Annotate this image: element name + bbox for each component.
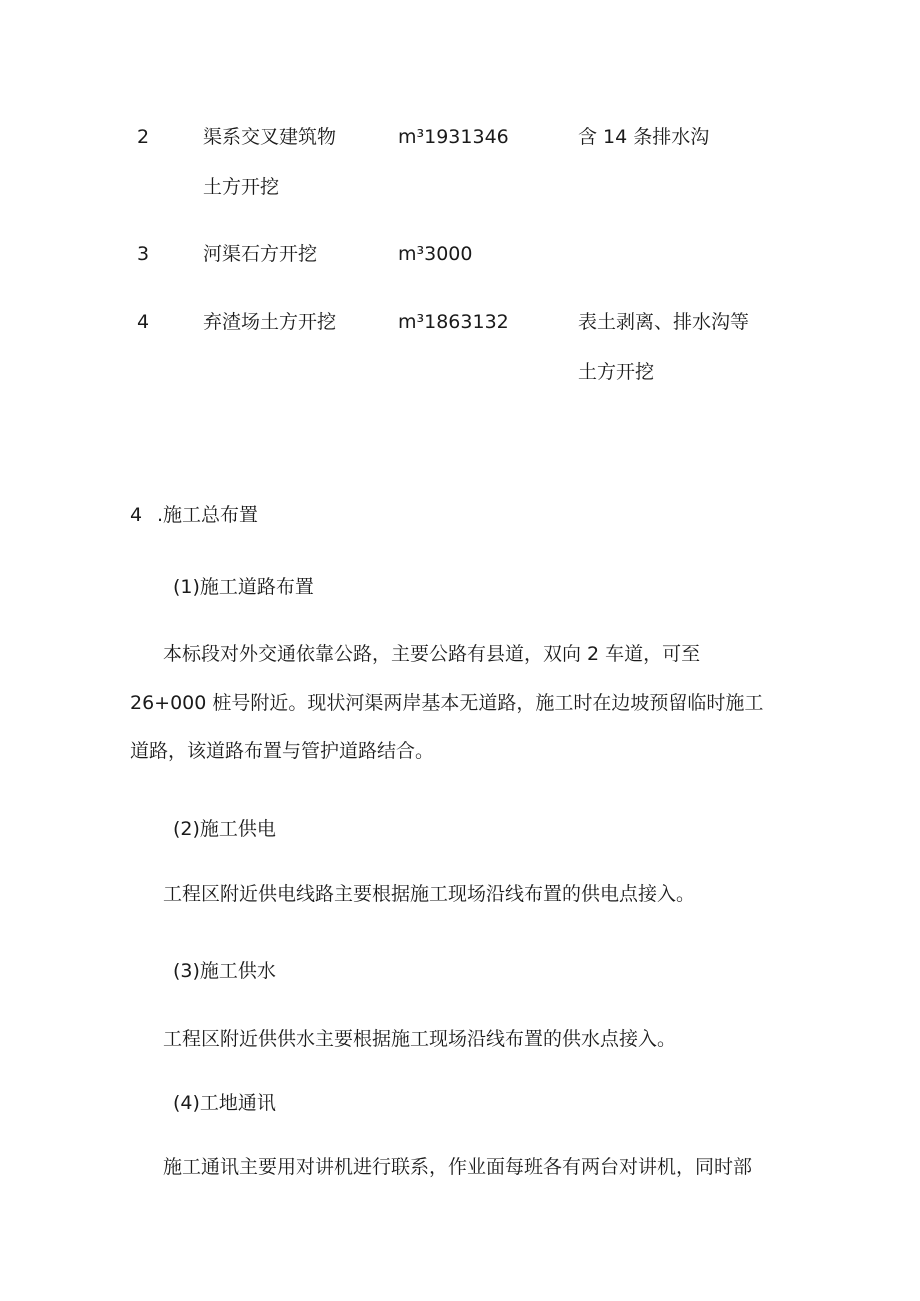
paragraph-line: 工程区附近供电线路主要根据施工现场沿线布置的供电点接入。 <box>163 883 696 905</box>
row-quantity: m³1931346 <box>398 126 509 148</box>
row-number: 3 <box>137 243 150 265</box>
paragraph-line: 26+000 桩号附近。现状河渠两岸基本无道路，施工时在边坡预留临时施工 <box>130 692 764 714</box>
subsection-title: (4)工地通讯 <box>173 1092 276 1114</box>
paragraph-line: 施工通讯主要用对讲机进行联系，作业面每班各有两台对讲机，同时部 <box>163 1156 753 1178</box>
paragraph-line: 道路，该道路布置与管护道路结合。 <box>130 740 435 762</box>
row-quantity: m³3000 <box>398 243 473 265</box>
subsection-title: (1)施工道路布置 <box>173 576 314 598</box>
subsection-title: (3)施工供水 <box>173 960 276 982</box>
row-number: 4 <box>137 311 150 333</box>
row-note: 表土剥离、排水沟等 <box>578 311 750 333</box>
row-item: 弃渣场土方开挖 <box>203 311 337 333</box>
section-title: .施工总布置 <box>157 504 259 526</box>
row-item: 渠系交叉建筑物 <box>203 126 337 148</box>
row-quantity: m³1863132 <box>398 311 509 333</box>
row-note: 含 14 条排水沟 <box>578 126 710 148</box>
subsection-title: (2)施工供电 <box>173 818 276 840</box>
row-item: 河渠石方开挖 <box>203 243 318 265</box>
paragraph-line: 本标段对外交通依靠公路，主要公路有县道，双向 2 车道，可至 <box>163 643 701 665</box>
section-number: 4 <box>130 504 143 526</box>
row-item-cont: 土方开挖 <box>203 176 280 198</box>
paragraph-line: 工程区附近供供水主要根据施工现场沿线布置的供水点接入。 <box>163 1028 677 1050</box>
row-note-cont: 土方开挖 <box>578 361 655 383</box>
row-number: 2 <box>137 126 150 148</box>
